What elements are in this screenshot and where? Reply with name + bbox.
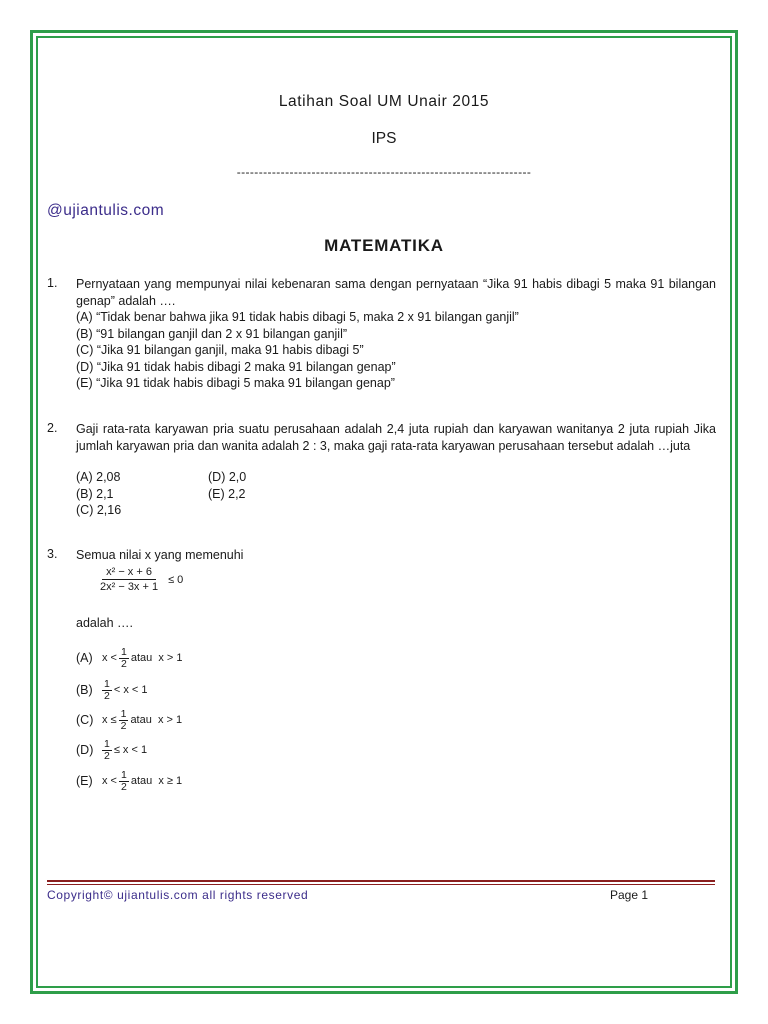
q2-option-a: (A) 2,08: [76, 470, 121, 484]
q3-inequality: [96, 565, 183, 594]
q2-option-d: (D) 2,0: [208, 470, 247, 484]
q3-option-a-label: (A): [76, 651, 93, 665]
q3-option-d: [76, 736, 147, 764]
q3-option-a-pre: x <: [102, 652, 117, 664]
q3-option-c: [76, 706, 182, 734]
q3-option-e-post: atau x ≥ 1: [130, 775, 183, 787]
q1-text: Pernyataan yang mempunyai nilai kebenaran sama dengan pernyataan “Jika 91 habis dibagi 5 maka 91 bilangan genap” adalah ….: [76, 277, 716, 308]
q1-option-b: (B) “91 bilangan ganjil dan 2 x 91 bilangan ganjil”: [76, 326, 348, 341]
q3-option-e-fraction: [119, 770, 129, 793]
q2-option-c: (C) 2,16: [76, 503, 122, 517]
q3-option-a-num: 1: [120, 645, 127, 658]
q3-option-d-label: (D): [76, 743, 94, 757]
q3-number: 3.: [47, 547, 58, 561]
q3-option-b-label: (B): [76, 683, 93, 697]
footer-page-number: Page 1: [610, 888, 649, 902]
q2-option-e: (E) 2,2: [208, 486, 246, 501]
q2-option-b: (B) 2,1: [76, 486, 114, 501]
q2-text: Gaji rata-rata karyawan pria suatu perusahaan adalah 2,4 juta rupiah dan karyawan wanitanya 2 juta rupiah Jika jumlah karyawan pria dan wanita adalah 2 : 3, maka gaji rata-rata karyawan perusahaan tersebut adalah …juta: [76, 422, 716, 453]
q3-option-c-fraction: [119, 709, 129, 732]
q3-option-b-fraction: [102, 679, 112, 702]
q3-option-c-pre: x ≤: [102, 714, 117, 726]
separator-line: -------------------------------------------------------------------: [236, 165, 532, 179]
q3-option-c-den: 2: [120, 719, 127, 732]
q3-option-d-num: 1: [104, 737, 110, 750]
footer-rule-thick: [47, 880, 715, 882]
q3-option-c-num: 1: [120, 707, 127, 720]
q3-tail: adalah ….: [76, 616, 133, 630]
q3-option-a-den: 2: [120, 657, 127, 670]
q3-option-b-den: 2: [104, 689, 110, 702]
q3-option-e-pre: x <: [102, 775, 117, 787]
q1-option-c: (C) “Jika 91 bilangan ganjil, maka 91 habis dibagi 5”: [76, 343, 364, 357]
q3-option-c-label: (C): [76, 713, 94, 727]
q3-option-a-post: atau x > 1: [130, 652, 183, 664]
footer-copyright: Copyright© ujiantulis.com all rights reserved: [47, 888, 309, 902]
footer-rule-thin: [47, 884, 715, 885]
section-heading: MATEMATIKA: [324, 236, 444, 255]
q1-option-d: (D) “Jika 91 tidak habis dibagi 2 maka 91 bilangan genap”: [76, 359, 396, 374]
q3-option-b: [76, 676, 147, 704]
q3-option-b-num: 1: [104, 677, 110, 690]
q1-option-a: (A) “Tidak benar bahwa jika 91 tidak habis dibagi 5, maka 2 x 91 bilangan ganjil”: [76, 310, 519, 324]
q3-option-d-post: ≤ x < 1: [113, 744, 148, 756]
q3-option-e: [76, 767, 182, 795]
q3-option-c-post: atau x > 1: [130, 714, 183, 726]
document-subtitle: IPS: [371, 130, 397, 147]
q3-numerator: x² − x + 6: [102, 565, 156, 580]
q2-number: 2.: [47, 421, 58, 435]
document-title: Latihan Soal UM Unair 2015: [278, 93, 490, 110]
q3-text: Semua nilai x yang memenuhi: [76, 548, 244, 562]
q3-denominator: 2x² − 3x + 1: [100, 581, 159, 593]
q3-option-a-fraction: [119, 647, 129, 670]
q3-option-d-fraction: [102, 739, 112, 762]
q3-option-e-num: 1: [120, 768, 127, 781]
q1-option-e: (E) “Jika 91 tidak habis dibagi 5 maka 91 bilangan genap”: [76, 376, 395, 390]
q3-relation: ≤ 0: [168, 573, 184, 586]
q1-number: 1.: [47, 276, 58, 290]
q3-option-d-den: 2: [104, 749, 110, 762]
q3-fraction: [96, 565, 162, 594]
q3-option-b-post: < x < 1: [113, 684, 148, 696]
site-handle: @ujiantulis.com: [47, 202, 165, 219]
q3-option-e-den: 2: [120, 780, 127, 793]
q2-options: [76, 469, 246, 519]
q3-option-e-label: (E): [76, 774, 93, 788]
q3-option-a: [76, 644, 183, 672]
q1-block: [76, 276, 716, 392]
